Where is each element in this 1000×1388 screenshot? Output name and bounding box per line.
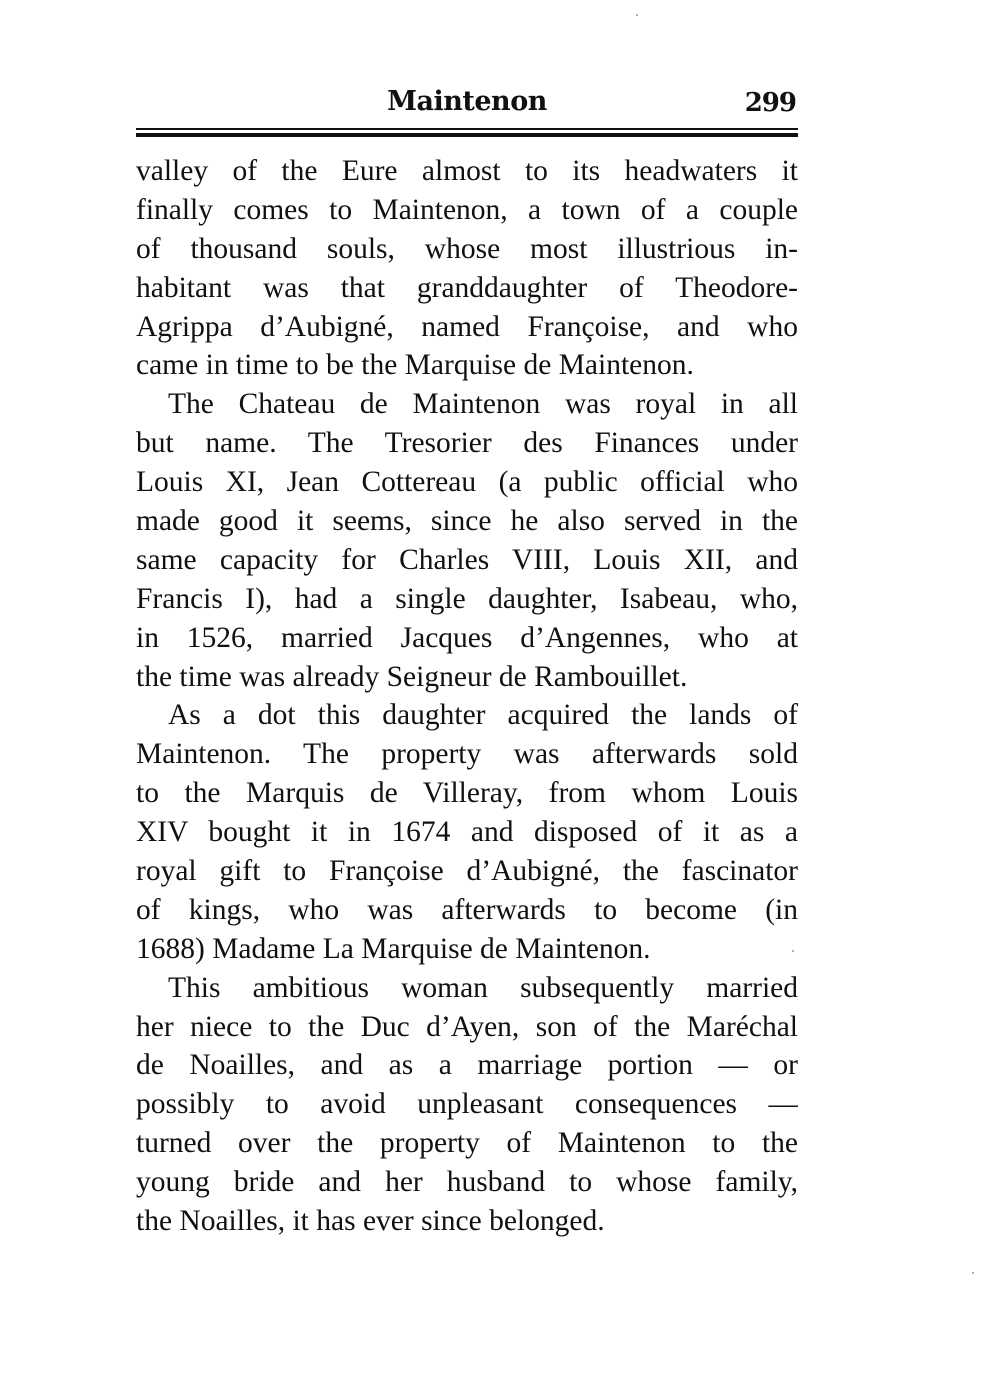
text-line: royal gift to Françoise d’Aubigné, the fascinator — [136, 855, 798, 888]
text-line: XIV bought it in 1674 and disposed of it as a — [136, 816, 798, 849]
page-header — [136, 80, 798, 124]
text-line: same capacity for Charles VIII, Louis XII, and — [136, 543, 798, 576]
header-rule-thin — [136, 128, 798, 130]
text-line: the time was already Seigneur de Rambouillet. — [136, 660, 688, 693]
text-line: possibly to avoid unpleasant consequences — — [136, 1088, 798, 1121]
text-line: As a dot this daughter acquired the lands of — [168, 699, 798, 732]
text-line: came in time to be the Marquise de Maintenon. — [136, 349, 694, 382]
text-line: in 1526, married Jacques d’Angennes, who at — [136, 621, 798, 654]
text-line: of kings, who was afterwards to become (in — [136, 893, 798, 926]
text-line: but name. The Tresorier des Finances under — [136, 427, 798, 460]
text-line: habitant was that granddaughter of Theodore- — [136, 271, 798, 304]
text-line: young bride and her husband to whose family, — [136, 1166, 798, 1199]
text-line: the Noailles, it has ever since belonged. — [136, 1205, 605, 1238]
header-rule-thick — [136, 133, 798, 137]
text-line: Maintenon. The property was afterwards sold — [136, 738, 798, 771]
text-line: valley of the Eure almost to its headwaters it — [136, 155, 798, 187]
text-line: of thousand souls, whose most illustrious in- — [136, 232, 798, 265]
text-line: Francis I), had a single daughter, Isabeau, who, — [136, 582, 798, 615]
paragraph-1 — [136, 152, 798, 385]
text-line: Agrippa d’Aubigné, named Françoise, and who — [136, 310, 798, 343]
text-line: de Noailles, and as a marriage portion — or — [136, 1049, 798, 1082]
text-line: Louis XI, Jean Cottereau (a public official who — [136, 466, 798, 499]
text-line: turned over the property of Maintenon to the — [136, 1127, 798, 1160]
paragraph-3 — [136, 696, 798, 968]
running-head: Maintenon — [387, 86, 547, 117]
body-text — [136, 152, 798, 1241]
text-line: The Chateau de Maintenon was royal in all — [168, 388, 798, 421]
text-line: 1688) Madame La Marquise de Maintenon. — [136, 932, 651, 965]
scan-speck — [792, 950, 794, 952]
paragraph-2 — [136, 385, 798, 696]
text-line: This ambitious woman subsequently married — [168, 971, 798, 1004]
scan-speck — [972, 1272, 974, 1274]
text-line: finally comes to Maintenon, a town of a couple — [136, 193, 798, 226]
paragraph-4 — [136, 969, 798, 1241]
scan-speck — [636, 14, 638, 16]
text-line: made good it seems, since he also served in the — [136, 505, 798, 538]
text-line: to the Marquis de Villeray, from whom Louis — [136, 777, 798, 810]
text-line: her niece to the Duc d’Ayen, son of the Maréchal — [136, 1010, 798, 1043]
page-number: 299 — [744, 88, 796, 118]
